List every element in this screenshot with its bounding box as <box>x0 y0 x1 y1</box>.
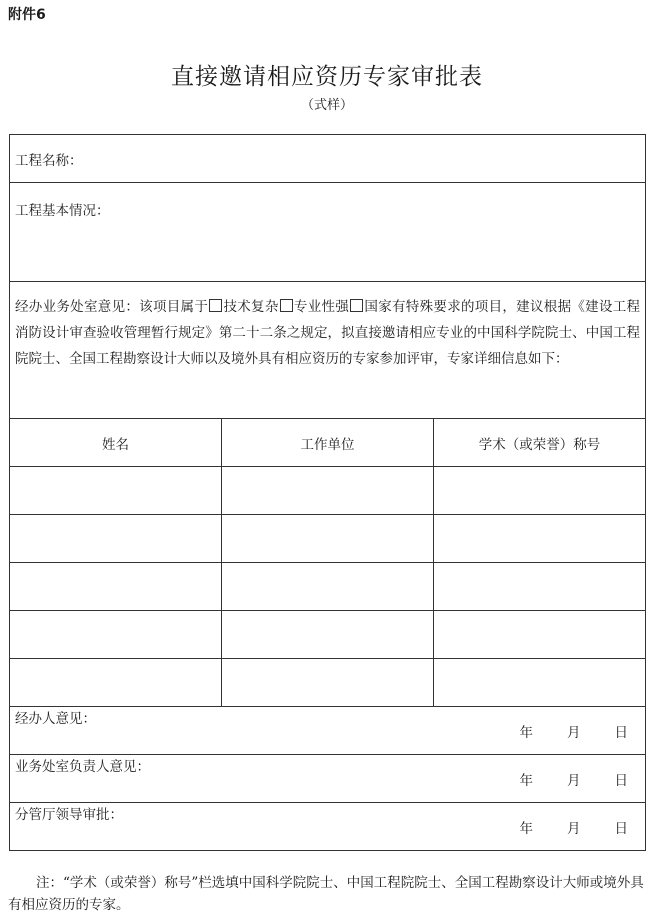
expert-unit-cell[interactable] <box>222 611 434 659</box>
expert-name-cell[interactable] <box>10 611 222 659</box>
project-basic-field[interactable] <box>10 183 646 282</box>
expert-unit-cell[interactable] <box>222 563 434 611</box>
expert-title-cell[interactable] <box>434 467 646 515</box>
day-label: 日 <box>614 772 629 789</box>
department-head-opinion-label: 业务处室负责人意见： <box>15 759 150 775</box>
checkbox-technical[interactable] <box>209 299 222 312</box>
year-label: 年 <box>519 772 534 789</box>
expert-row <box>10 611 646 659</box>
expert-name-cell[interactable] <box>10 467 222 515</box>
approval-form <box>9 134 646 851</box>
page-title: 直接邀请相应资历专家审批表 <box>171 64 483 90</box>
department-opinion <box>10 282 646 419</box>
expert-unit-cell[interactable] <box>222 515 434 563</box>
footnote: 注：“学术（或荣誉）称号”栏选填中国科学院院士、中国工程院院士、全国工程勘察设计大师或境外具有相应资历的专家。 <box>8 875 644 913</box>
expert-unit-cell[interactable] <box>222 467 434 515</box>
handler-opinion-field[interactable] <box>10 707 646 755</box>
day-label: 日 <box>614 724 629 741</box>
project-name-label: 工程名称： <box>15 152 83 169</box>
header-name: 姓名 <box>10 419 222 467</box>
year-label: 年 <box>519 724 534 741</box>
project-basic-label: 工程基本情况： <box>15 203 110 219</box>
expert-row <box>10 515 646 563</box>
month-label: 月 <box>567 724 581 741</box>
handler-opinion-label: 经办人意见： <box>15 711 96 727</box>
expert-row <box>10 659 646 707</box>
year-label: 年 <box>519 820 534 837</box>
expert-title-cell[interactable] <box>434 563 646 611</box>
opinion-prefix: 经办业务处室意见：该项目属于 <box>15 299 209 315</box>
expert-title-cell[interactable] <box>434 611 646 659</box>
expert-name-cell[interactable] <box>10 563 222 611</box>
expert-name-cell[interactable] <box>10 659 222 707</box>
expert-table-header <box>10 419 646 467</box>
leader-approval-label: 分管厅领导审批： <box>15 807 123 823</box>
expert-title-cell[interactable] <box>434 515 646 563</box>
option-professional: 专业性强 <box>293 299 350 315</box>
checkbox-special[interactable] <box>350 299 363 312</box>
expert-row <box>10 467 646 515</box>
page-subtitle: （式样） <box>300 98 353 113</box>
checkbox-professional[interactable] <box>280 299 293 312</box>
expert-name-cell[interactable] <box>10 515 222 563</box>
department-head-date <box>520 769 629 789</box>
expert-title-cell[interactable] <box>434 659 646 707</box>
option-technical: 技术复杂 <box>223 299 279 315</box>
project-name-field[interactable] <box>10 135 646 183</box>
day-label: 日 <box>614 820 629 837</box>
month-label: 月 <box>567 772 581 789</box>
month-label: 月 <box>567 820 581 837</box>
department-head-opinion-field[interactable] <box>10 755 646 803</box>
handler-date <box>520 721 629 741</box>
opinion-body: 国家有特殊要求的项目，建议根据《建设工程消防设计审查验收管理暂行规定》第二十二条之规定，拟直接邀请相应专业的中国科学院院士、中国工程院院士、全国工程勘察设计大师以及境外具有相应资历的专家参加评审，专家详细信息如下： <box>15 299 641 367</box>
expert-row <box>10 563 646 611</box>
leader-approval-date <box>520 817 629 837</box>
leader-approval-field[interactable] <box>10 803 646 851</box>
header-title: 学术（或荣誉）称号 <box>434 419 646 467</box>
expert-unit-cell[interactable] <box>222 659 434 707</box>
header-work-unit: 工作单位 <box>222 419 434 467</box>
attachment-label: 附件6 <box>8 7 46 23</box>
